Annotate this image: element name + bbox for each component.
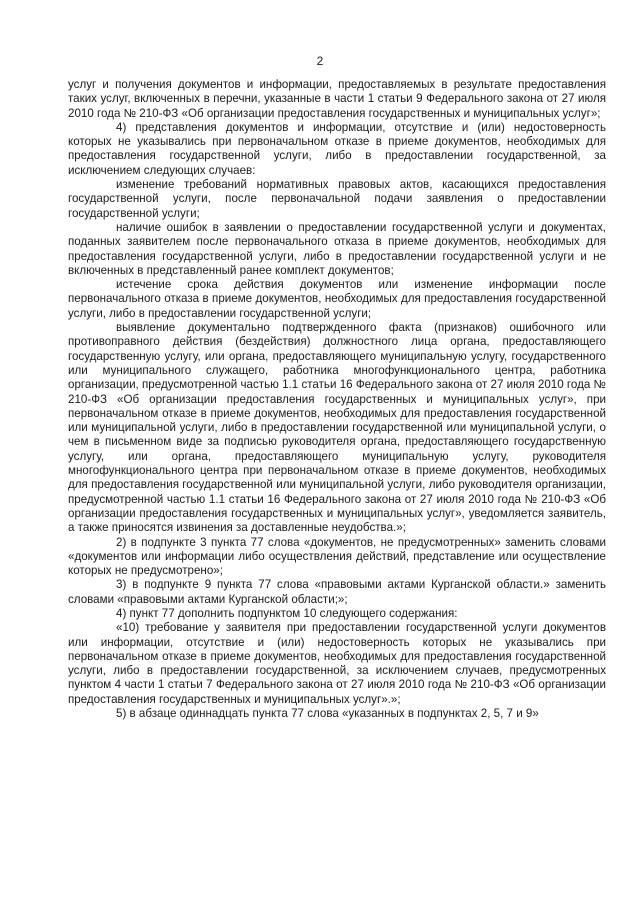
- document-body: [68, 78, 606, 721]
- paragraph-case-errors: наличие ошибок в заявлении о предоставлении государственной услуги и документах, поданных заявителем после первоначального отказа в приеме документов, необходимых для предоставления государственной услуги, либо в предоставлении государственной услуги и не включенных в представленный ранее комплект документов;: [68, 220, 606, 277]
- paragraph-amendment-3: 3) в подпункте 9 пункта 77 слова «правовыми актами Курганской области.» заменить словами «правовыми актами Курганской области;»;: [68, 578, 606, 606]
- paragraph-case-violation: выявление документально подтвержденного факта (признаков) ошибочного или противоправного действия (бездействия) должностного лица органа, предоставляющего государственную услугу, или органа, предоставляющего муниципальную услугу, государственного или муниципального служащего, работника многофункционального центра, работника организации, предусмотренной частью 1.1 статьи 16 Федерального закона от 27 июля 2010 года № 210-ФЗ «Об организации предоставления государственных и муниципальных услуг», при первоначальном отказе в приеме документов, необходимых для предоставления государственной или муниципальной услуги, либо в предоставлении государственной или муниципальной услуги, о чем в письменном виде за подписью руководителя органа, предоставляющего государственную услугу, или органа, предоставляющего муниципальную услугу, руководителя многофункционального центра при первоначальном отказе в приеме документов, необходимых для предоставления государственной или муниципальной услуги, либо руководителя организации, предусмотренной частью 1.1 статьи 16 Федерального закона от 27 июля 2010 года № 210-ФЗ «Об организации предоставления государственных и муниципальных услуг», уведомляется заявитель, а также приносятся извинения за доставленные неудобства.»;: [68, 321, 606, 535]
- paragraph-continuation: услуг и получения документов и информации, предоставляемых в результате предоставления таких услуг, включенных в перечни, указанные в части 1 статьи 9 Федерального закона от 27 июля 2010 года № 210-ФЗ «Об организации предоставления государственных и муниципальных услуг»;: [68, 78, 606, 120]
- paragraph-subitem-10: «10) требование у заявителя при предоставлении государственной услуги документов или информации, отсутствие и (или) недостоверность которых не указывались при первоначальном отказе в приеме документов, необходимых для предоставления государственной услуги, либо в предоставлении государственной, за исключением случаев, предусмотренных пунктом 4 части 1 статьи 7 Федерального закона от 27 июля 2010 года № 210-ФЗ «Об организации предоставления государственных и муниципальных услуг».»;: [68, 621, 606, 706]
- paragraph-amendment-4: 4) пункт 77 дополнить подпунктом 10 следующего содержания:: [116, 606, 458, 620]
- paragraph-amendment-5: 5) в абзаце одиннадцать пункта 77 слова «указанных в подпунктах 2, 5, 7 и 9»: [116, 707, 539, 721]
- paragraph-amendment-2: 2) в подпункте 3 пункта 77 слова «документов, не предусмотренных» заменить словами «документов или информации либо осуществления действий, представление или осуществление которых не предусмотрено»;: [68, 535, 606, 578]
- paragraph-case-expiry: истечение срока действия документов или изменение информации после первоначального отказа в приеме документов, необходимых для предоставления государственной услуги, либо в предоставлении государственной услуги;: [68, 278, 606, 320]
- paragraph-case-requirements-change: изменение требований нормативных правовых актов, касающихся предоставления государственной услуги, после первоначальной подачи заявления о предоставлении государственной услуги;: [68, 178, 606, 220]
- page-number: 2: [316, 54, 324, 68]
- paragraph-item-4: 4) представления документов и информации, отсутствие и (или) недостоверность которых не указывались при первоначальном отказе в приеме документов, необходимых для предоставления государственной услуги, либо в предоставлении государственной, за исключением следующих случаев:: [68, 120, 606, 177]
